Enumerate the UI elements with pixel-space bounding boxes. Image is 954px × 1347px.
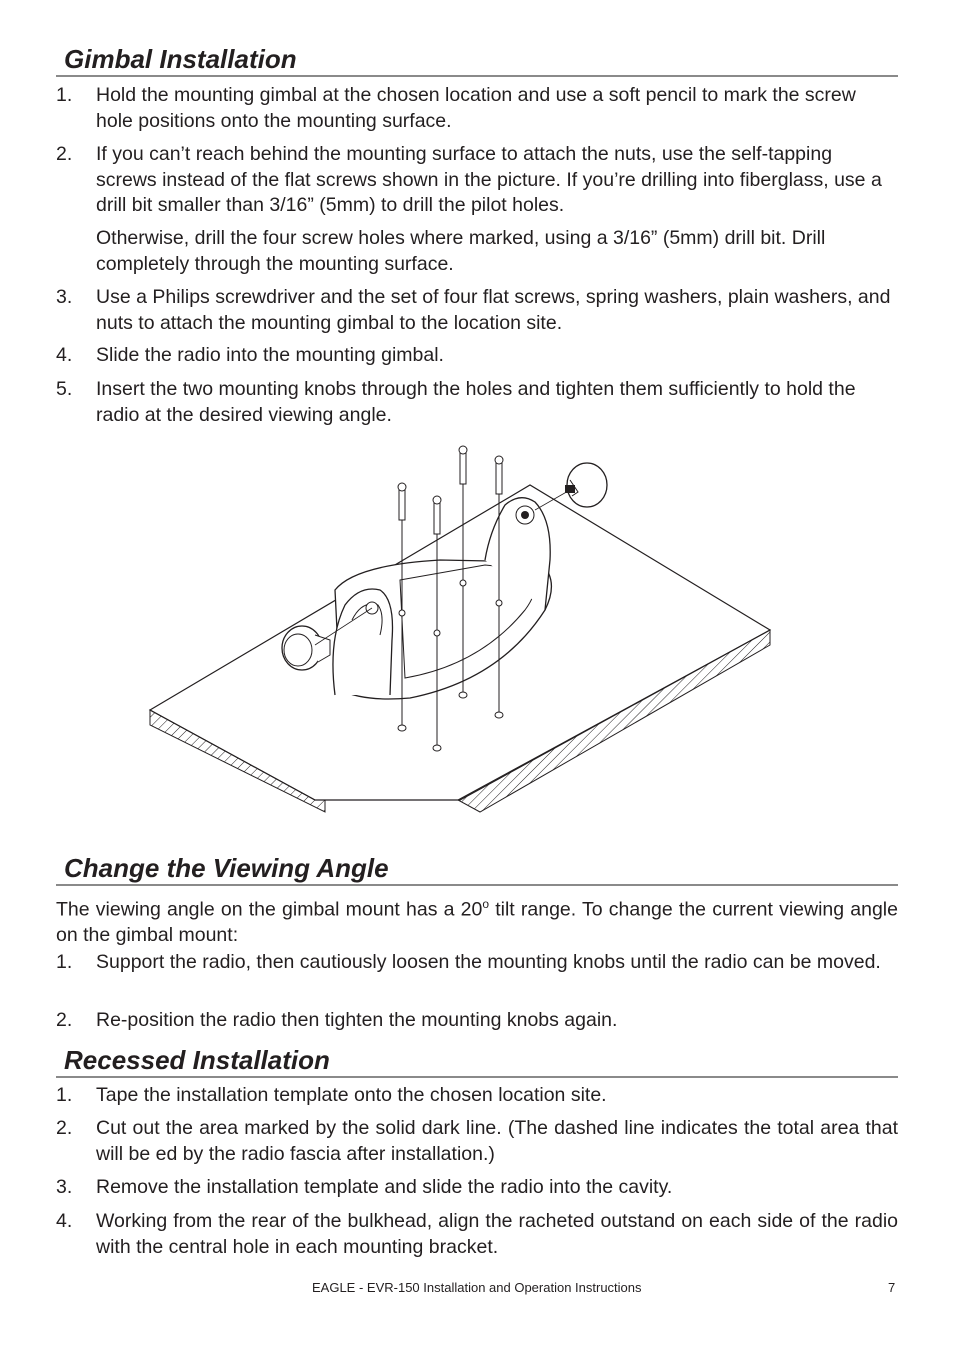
step-text: Remove the installation template and slide the radio into the cavity. [96,1176,673,1198]
step-number: 2. [56,1117,73,1139]
step-text: Tape the installation template onto the chosen location site. [96,1084,607,1106]
step-text: Hold the mounting gimbal at the chosen location and use a soft pencil to mark the screw hole positions onto the mounting surface. [96,84,856,132]
list-item [56,285,898,336]
list-item [56,950,898,976]
intro-text-before: The viewing angle on the gimbal mount has a 20 [56,898,483,921]
section-heading-gimbal: Gimbal Installation [56,44,898,77]
step-text: Working from the rear of the bulkhead, align the racheted outstand on each side of the radio with the central hole in each mounting bracket. [96,1210,898,1258]
step-number: 2. [56,143,73,165]
step-text: Use a Philips screwdriver and the set of four flat screws, spring washers, plain washers, and nuts to attach the mounting gimbal to the location site. [96,286,891,334]
step-number: 5. [56,378,73,400]
step-number: 4. [56,344,73,366]
step-number: 1. [56,1084,73,1106]
list-item [56,377,898,428]
step-text: If you can’t reach behind the mounting surface to attach the nuts, use the self-tapping screws instead of the flat screws shown in the picture. If you’re drilling into fiberglass, use a drill bit smaller than 3/16” (5mm) to drill the pilot holes. [96,143,882,216]
list-item [56,343,898,369]
step-text: Slide the radio into the mounting gimbal. [96,344,444,366]
section-heading-viewing-angle: Change the Viewing Angle [56,853,898,886]
section-heading-recessed: Recessed Installation [56,1045,898,1078]
step-text: Support the radio, then cautiously loosen the mounting knobs until the radio can be moved. [96,951,881,973]
list-item [56,1083,898,1109]
step-number: 1. [56,951,73,973]
list-item [56,83,898,134]
step-number: 2. [56,1009,73,1031]
step-number: 4. [56,1210,73,1232]
list-item [56,1116,898,1167]
right-knob [565,463,607,507]
footer-title: EAGLE - EVR-150 Installation and Operation Instructions [312,1280,642,1295]
step-number: 1. [56,84,73,106]
intro-text-after: tilt range. To change the current viewing angle on the gimbal mount: [56,898,898,946]
list-item [56,1175,898,1201]
list-item [56,142,898,219]
step-text: Insert the two mounting knobs through the holes and tighten them sufficiently to hold the radio at the desired viewing angle. [96,378,856,426]
degree-mark: o [482,897,490,911]
step-text: Otherwise, drill the four screw holes where marked, using a 3/16” (5mm) drill bit. Drill completely through the mounting surface. [96,227,826,275]
list-item [56,226,898,277]
step-text: Cut out the area marked by the solid dark line. (The dashed line indicates the total area that will be ed by the radio fascia after installation.) [96,1117,898,1165]
page-number: 7 [888,1280,896,1295]
list-item [56,1209,898,1260]
step-number: 3. [56,1176,73,1198]
list-item [56,1008,898,1034]
step-text: Re-position the radio then tighten the mounting knobs again. [96,1009,618,1031]
gimbal-mount-illustration [140,440,790,815]
step-number: 3. [56,286,73,308]
viewing-angle-intro [56,892,898,949]
